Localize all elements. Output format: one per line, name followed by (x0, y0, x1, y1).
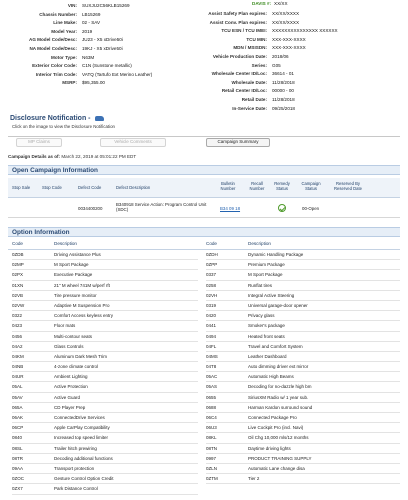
vehicle-field-row (200, 53, 400, 62)
defect-code: 0034400200 (78, 206, 103, 211)
col-bulletin-number: Bulletin Number (220, 181, 236, 191)
vehicle-field-value: 19KJ - X5 xDrive50i (82, 45, 123, 51)
option-row (12, 454, 198, 464)
option-col-code-right: Code (206, 241, 217, 246)
vehicle-field-row (8, 2, 206, 11)
col-campaign-status: Campaign Status (301, 181, 321, 191)
vehicle-field-label: Exterior Color Code: (32, 63, 77, 69)
vehicle-field-value: 11/28/2018 (272, 79, 295, 85)
vehicle-field-label: Retail Center ID/Loc: (221, 88, 267, 94)
option-code: 0322 (12, 313, 23, 319)
option-description: M Sport Package (248, 272, 283, 278)
option-description: Oil Chg 10,000 mls/12 months (248, 435, 309, 441)
option-row (206, 260, 400, 270)
vehicle-field-value: XXX-XXX-XXXX (272, 45, 306, 51)
campaign-status: 00-Open (302, 206, 320, 211)
vehicle-field-label: AG Model Code/Desc: (29, 37, 77, 43)
option-description: Automatic Lane change disa (248, 465, 305, 471)
option-col-code-left: Code (12, 241, 23, 246)
option-description: Active Guard (54, 394, 81, 400)
col-stop-code: Stop Code (42, 185, 62, 190)
option-row (206, 291, 400, 301)
option-row (12, 413, 198, 423)
option-row (12, 362, 198, 372)
option-row (206, 423, 400, 433)
option-code: 0494 (206, 333, 217, 339)
option-description: Floor mats (54, 323, 76, 329)
option-code: 0ZLN (206, 465, 218, 471)
vehicle-field-row (200, 27, 400, 36)
vehicle-field-row (8, 19, 206, 28)
open-campaign-title: Open Campaign Information (12, 167, 98, 174)
option-description: Travel and Comfort System (248, 343, 303, 349)
option-row (12, 444, 198, 454)
option-code: 08KL (206, 435, 217, 441)
campaign-table-header (8, 178, 400, 198)
campaign-details-value: March 22, 2019 at 05:01:22 PM EDT (61, 154, 137, 159)
option-description: Gesture Control Option Credit (54, 476, 114, 482)
vehicle-field-value: 11/28/2018 (272, 96, 295, 102)
option-code: 0ZOC (12, 476, 25, 482)
option-description: Connected Package Pro (248, 415, 297, 420)
option-code: 0ZDH (206, 252, 218, 257)
vehicle-field-label: TCU ESN / TCU IMEI: (221, 28, 267, 34)
option-row (206, 311, 400, 321)
option-description: 4-zone climate control (54, 364, 99, 370)
option-code: 04MS (206, 353, 218, 359)
option-description: Multi-contour seats (54, 333, 93, 339)
option-code: 0ZPP (206, 262, 218, 268)
open-campaign-header (8, 165, 400, 175)
option-row (12, 464, 198, 474)
vehicle-field-row (200, 70, 400, 79)
option-row (12, 321, 198, 331)
option-row (12, 311, 198, 321)
option-description: Integral Active Steering (248, 292, 295, 298)
option-description: ConnectedDrive Services (54, 415, 105, 420)
vehicle-field-row (200, 19, 400, 28)
option-code: 02VH (206, 292, 218, 298)
option-description: Tire pressure monitor (54, 292, 97, 298)
option-code: 06C4 (206, 415, 217, 420)
col-defect-code: Defect Code (78, 185, 102, 190)
vehicle-details (0, 0, 408, 111)
vehicle-field-value: G05 (272, 62, 281, 68)
option-description: PRODUCT TRAINING SUPPLY (248, 455, 312, 461)
option-description: Automatic High Beams (248, 374, 294, 380)
vehicle-field-label: Vehicle Production Date: (212, 53, 267, 59)
vehicle-field-row (8, 45, 206, 54)
vehicle-field-value: SUXJU2C56KLB15269 (82, 3, 130, 8)
vehicle-field-label: MDN / MSISDN: (233, 45, 267, 51)
option-col-description-left: Description (54, 241, 77, 246)
option-code: 01XN (12, 282, 24, 288)
option-description: M Sport Package (54, 262, 89, 268)
vehicle-details-left (8, 2, 206, 88)
col-recall-number: Recall Number (249, 181, 265, 191)
mp-claims-button[interactable]: MP Claims (16, 138, 62, 147)
option-description: Increased top speed limiter (54, 435, 109, 441)
vehicle-field-label: Series: (251, 62, 267, 68)
vehicle-field-label: Model Year: (51, 28, 77, 34)
option-code: 05AL (12, 384, 23, 390)
car-icon[interactable] (95, 116, 104, 121)
option-code: 05AV (12, 394, 23, 400)
vehicle-field-row (8, 79, 206, 88)
divider (8, 136, 400, 137)
option-row (206, 474, 400, 484)
davis-label: DAVIS #: (252, 1, 272, 6)
option-description: Universal garage-door opener (248, 302, 308, 308)
option-row (206, 393, 400, 403)
option-row (12, 250, 198, 260)
option-code: 06CP (12, 425, 24, 431)
option-row (12, 291, 198, 301)
option-row (12, 372, 198, 382)
option-code: 02MP (12, 262, 24, 268)
vehicle-field-row (200, 44, 400, 53)
option-description: Premium Package (248, 262, 285, 268)
option-row (12, 260, 198, 270)
vehicle-comments-button[interactable]: Vehicle Comments (100, 138, 166, 147)
col-remedy-status: Remedy Status (274, 181, 290, 191)
option-description: Runflat tires (248, 282, 273, 288)
bulletin-link[interactable]: B34 09 18 (220, 206, 241, 211)
option-code: 0456 (12, 333, 23, 339)
vehicle-field-value: XX/XX/XXXX (272, 19, 300, 25)
option-row (206, 403, 400, 413)
option-code: 02VB (12, 292, 24, 298)
table-row (8, 198, 400, 218)
option-list-left (12, 250, 198, 495)
col-stop-sale: Stop Sale (12, 185, 31, 190)
option-code: 0337 (206, 272, 217, 278)
option-row (206, 352, 400, 362)
option-code: 04FL (206, 343, 217, 349)
option-description: Driving Assistance Plus (54, 252, 101, 257)
vehicle-field-value: N63M (82, 54, 95, 60)
disclosure-title (10, 115, 104, 122)
vehicle-field-value: 2018/06 (272, 53, 289, 59)
vehicle-field-row (200, 36, 400, 45)
option-description: Daytime driving lights (248, 445, 291, 451)
option-code: 0441 (206, 323, 217, 329)
option-description: Ambient Lighting (54, 374, 88, 380)
vehicle-field-label: Chassis Number: (39, 11, 77, 17)
option-row (12, 342, 198, 352)
option-code: 0423 (12, 323, 23, 329)
option-row (206, 382, 400, 392)
option-description: Leather Dashboard (248, 353, 287, 359)
option-code: 0840 (12, 435, 23, 441)
remedy-check-icon (278, 204, 286, 212)
vehicle-field-row (8, 11, 206, 20)
vehicle-field-row (200, 105, 400, 114)
option-row (12, 301, 198, 311)
option-description: Park Distance Control (54, 486, 98, 492)
option-row (206, 464, 400, 474)
option-row (206, 342, 400, 352)
vehicle-field-value: 2019 (82, 28, 93, 34)
option-code: 04KM (12, 353, 24, 359)
option-code: 06U3 (206, 425, 217, 431)
option-row (206, 413, 400, 423)
option-description: Aluminum Dark Mesh Trim (54, 353, 108, 359)
option-description: Decoding for no-dazzle high bm (248, 384, 312, 390)
option-description: Tier 2 (248, 476, 260, 482)
vehicle-field-label: Wholesale Center ID/Loc: (211, 71, 267, 77)
option-info-header (8, 227, 400, 237)
option-row (206, 454, 400, 464)
option-row (12, 423, 198, 433)
vehicle-details-right (200, 10, 400, 113)
vehicle-field-row (200, 87, 400, 96)
option-description: 21" M wheel 741M w/perf rft (54, 282, 110, 288)
option-description: Trailer hitch prewiring (54, 445, 97, 451)
option-code: 0997 (206, 455, 217, 461)
option-code: 08SL (12, 445, 23, 451)
option-info-title: Option Information (12, 229, 70, 236)
vehicle-field-row (8, 28, 206, 37)
vehicle-field-label: Line Make: (53, 20, 77, 26)
option-col-description-right: Description (248, 241, 271, 246)
option-code: 0319 (206, 302, 217, 308)
option-description: Privacy glass (248, 313, 275, 319)
option-code: 08TN (206, 445, 218, 451)
campaign-details-as-of (8, 155, 136, 160)
option-row (12, 332, 198, 342)
vehicle-field-value: 00000 - 00 (272, 88, 294, 94)
vehicle-field-label: Assist Conv. Plan expires: (209, 19, 267, 25)
option-row (206, 301, 400, 311)
vehicle-field-value: 36614 - 01 (272, 71, 294, 77)
option-code: 04NB (12, 364, 24, 370)
option-code: 04UR (12, 374, 24, 380)
vehicle-field-value: JU23 - X5 xDrive50i (82, 37, 123, 43)
option-description: Harman Kardon surround sound (248, 404, 313, 410)
vehicle-field-row (200, 10, 400, 19)
option-row (206, 281, 400, 291)
option-description: CD Player Prep (54, 404, 86, 410)
vehicle-field-row (200, 96, 400, 105)
vehicle-field-row (200, 62, 400, 71)
option-description: Dynamic Handling Package (248, 252, 304, 257)
vehicle-field-value: VATQ (Tartufo Ext Merino Leather) (82, 71, 153, 77)
vehicle-field-value: XX/XX/XXXX (272, 11, 300, 16)
col-reserved-by: Reserved By Reserved Date (334, 181, 362, 191)
vehicle-field-row (8, 71, 206, 80)
option-row (206, 321, 400, 331)
vehicle-field-value: C1N (Sunstone metallic) (82, 63, 132, 69)
option-row (12, 382, 198, 392)
disclosure-note: Click on the image to view the Disclosure Notification (12, 124, 115, 129)
vehicle-field-value: XXXXXXXXXXXXXXX XXXXXX (272, 28, 338, 34)
option-code: 02PX (12, 272, 24, 278)
vehicle-field-label: MSRP: (62, 80, 77, 86)
option-row (206, 250, 400, 260)
vehicle-field-label: TCU MIN: (246, 36, 267, 42)
vehicle-field-row (8, 62, 206, 71)
vehicle-field-label: Retail Date: (241, 96, 267, 102)
option-row (206, 372, 400, 382)
option-row (12, 352, 198, 362)
option-row (12, 393, 198, 403)
option-code: 0ZX7 (12, 486, 23, 492)
option-code: 0ZDB (12, 252, 24, 257)
option-code: 05AS (206, 384, 218, 390)
option-row (12, 270, 198, 280)
option-row (12, 403, 198, 413)
vehicle-field-label: Wholesale Date: (231, 79, 267, 85)
defect-description: B340918 Service Action: Program Control Unit (SDC) (116, 202, 207, 213)
option-row (206, 270, 400, 280)
vehicle-field-label: Assist Safety Plan expires: (208, 11, 267, 16)
option-description: Live Cockpit Pro (incl. Navi) (248, 425, 304, 431)
davis-value: XX/XX (274, 1, 288, 6)
option-description: Transport protection (54, 465, 95, 471)
option-code: 05AC (206, 374, 218, 380)
option-description: Auto dimming driver ext mirror (248, 364, 309, 370)
option-description: Decoding additional functions (54, 455, 113, 461)
campaign-summary-button[interactable]: Campaign Summary (206, 138, 270, 147)
option-list-right (206, 250, 400, 484)
vehicle-field-label: NA Model Code/Desc: (29, 45, 77, 51)
option-row (12, 281, 198, 291)
option-code: 0420 (206, 313, 217, 319)
option-row (12, 484, 198, 494)
vehicle-field-label: Motor Type: (51, 54, 77, 60)
option-row (206, 332, 400, 342)
vehicle-field-value: 02 - SAV (82, 20, 101, 26)
col-defect-description: Defect Description (116, 185, 151, 190)
vehicle-field-value: XXX-XXX-XXXX (272, 36, 306, 42)
option-code: 08TR (12, 455, 24, 461)
option-row (206, 444, 400, 454)
option-description: Apple CarPlay Compatibility (54, 425, 110, 431)
option-row (206, 433, 400, 443)
option-code: 065A (12, 404, 23, 410)
option-code: 0ZTM (206, 476, 218, 482)
vehicle-field-label: VIN: (67, 3, 77, 8)
option-code: 04T8 (206, 364, 217, 370)
option-description: Executive Package (54, 272, 93, 278)
vehicle-field-value: $95,355.00 (82, 80, 105, 86)
vehicle-field-value: LB15269 (82, 11, 101, 17)
vehicle-field-value: 09/25/2018 (272, 105, 295, 111)
option-description: Smoker's package (248, 323, 285, 329)
option-description: Heated front seats (248, 333, 285, 339)
option-row (12, 474, 198, 484)
option-row (12, 433, 198, 443)
vehicle-field-row (8, 54, 206, 63)
vehicle-field-row (200, 79, 400, 88)
vehicle-field-label: Interior Trim Code: (35, 71, 77, 77)
option-code: 09AA (12, 465, 24, 471)
option-description: SiriusXM Radio w/ 1 year sub. (248, 394, 309, 400)
option-code: 0258 (206, 282, 217, 288)
option-code: 04A2 (12, 343, 23, 349)
vehicle-field-label: In-Service Date: (232, 105, 267, 111)
option-row (206, 362, 400, 372)
option-code: 06AK (12, 415, 24, 420)
option-description: Adaptive M Suspension Pro (54, 302, 110, 308)
option-description: Comfort Access keyless entry (54, 313, 114, 319)
option-description: Active Protection (54, 384, 88, 390)
option-code: 02VW (12, 302, 25, 308)
option-description: Glass Controls (54, 343, 84, 349)
vehicle-field-row (8, 36, 206, 45)
option-code: 0655 (206, 394, 217, 400)
disclosure-title-text: Disclosure Notification - (10, 115, 91, 122)
option-code: 0688 (206, 404, 217, 410)
campaign-details-label: Campaign Details as of: (8, 154, 61, 159)
